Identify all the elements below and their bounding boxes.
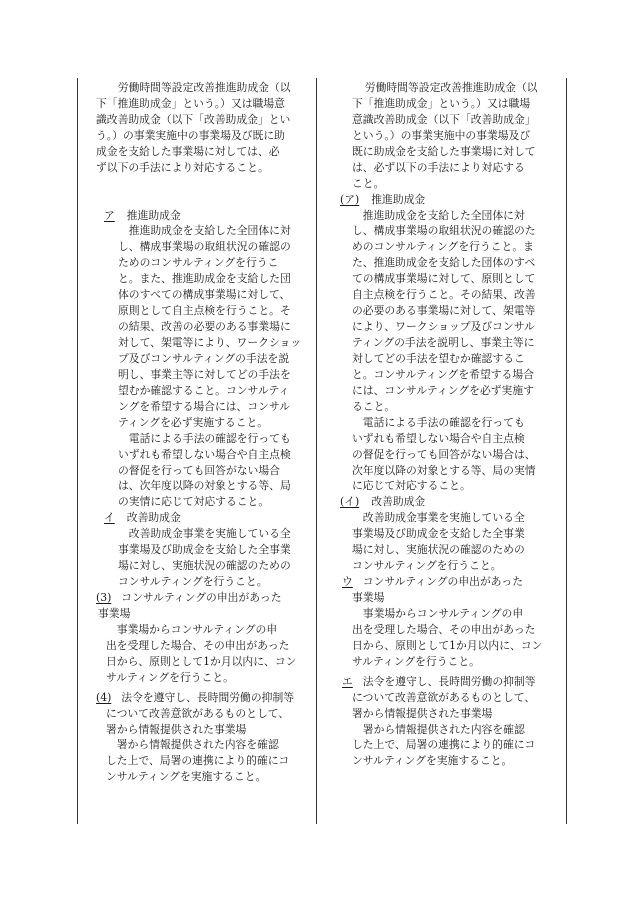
body-line: 原則として自主点検を行うこと。そ	[118, 304, 291, 318]
body-line: し、構成事業場の取組状況の確認の	[118, 240, 291, 254]
body-line: ティングの手法を説明し、事業主等に	[352, 336, 535, 349]
right-border-rule	[566, 78, 567, 824]
body-line: ること。	[352, 399, 396, 413]
body-line: 体のすべての構成事業場に対して、	[118, 288, 291, 302]
section-body	[118, 526, 306, 590]
section-marker: (イ)	[340, 495, 360, 509]
section-heading: 法令を遵守し、長時間労働の抑制等	[362, 674, 536, 688]
section-body	[106, 737, 306, 785]
section-body	[352, 722, 554, 770]
left-border-rule	[77, 78, 78, 824]
body-line: 事業場及び助成金を支給した全事業	[352, 527, 525, 541]
body-line: の督促を行っても回答がない場合は、	[352, 447, 536, 461]
right-section-u	[340, 574, 554, 670]
right-section-i	[340, 494, 554, 574]
body-line: の必要のある事業場に対して、架電等	[352, 304, 536, 318]
section-body	[352, 208, 554, 495]
body-line: 電話による手法の確認を行っても	[118, 431, 291, 445]
body-line: ングを希望する場合には、コンサル	[118, 399, 290, 413]
body-line: めのコンサルティングを行うこと。ま	[352, 240, 534, 254]
section-heading-cont: について改善意欲があるものとして、	[106, 706, 290, 720]
body-line: 署から情報提供された内容を確認	[106, 738, 279, 752]
body-line: の督促を行っても回答がない場合	[118, 463, 280, 477]
body-line: 出を受理した場合、その申出があった	[106, 638, 290, 652]
body-line: ンサルティングを実施すること。	[352, 754, 513, 768]
body-line: の実情に応じて対応すること。	[118, 495, 270, 509]
body-line: 署から情報提供された内容を確認	[352, 722, 525, 736]
body-line: いずれも希望しない場合や自主点検	[118, 447, 291, 461]
right-column	[340, 80, 554, 769]
section-marker: イ	[104, 511, 115, 525]
body-line: 事業場からコンサルティングの申	[352, 606, 524, 620]
intro-line: ず以下の手法により対応すること。	[96, 160, 269, 174]
section-heading: コンサルティングの申出があった	[362, 575, 524, 589]
right-section-e	[340, 674, 554, 770]
body-line: 電話による手法の確認を行っても	[352, 415, 525, 429]
section-body	[118, 223, 306, 510]
left-intro	[96, 80, 306, 176]
intro-line: 労働時間等設定改善推進助成金（以	[107, 81, 291, 94]
body-line: 推進助成金を支給した全団体に対	[352, 208, 525, 222]
section-marker: ウ	[342, 575, 353, 589]
center-divider-rule	[316, 78, 317, 824]
body-line: した上で、局署の連携により的確にコ	[352, 738, 536, 752]
intro-line: 既に助成金を支給した事業場に対して	[352, 144, 536, 158]
section-marker: ア	[104, 208, 115, 222]
body-line: 事業場からコンサルティングの申	[106, 622, 278, 636]
body-line: と。コンサルティングを希望する場合	[352, 367, 534, 381]
body-line: ての構成事業場に対して、原則として	[352, 272, 536, 286]
intro-line: う。）の事業実施中の事業場及び既に助	[96, 128, 285, 142]
intro-line: 意識改善助成金（以下「改善助成金」	[352, 112, 536, 126]
section-marker: (ア)	[340, 192, 360, 206]
intro-line: は、必ず以下の手法により対応する	[352, 160, 525, 174]
body-line: ティングを必ず実施すること。	[118, 415, 269, 429]
intro-line: 成金を支給した事業場に対しては、必	[96, 144, 280, 158]
body-line: 事業場及び助成金を支給した全事業	[118, 543, 291, 557]
intro-line: 識改善助成金（以下「改善助成金」とい	[96, 112, 291, 126]
body-line: 推進助成金を支給した全団体に対	[118, 224, 291, 238]
body-line: た、推進助成金を支給した団体のすべ	[352, 256, 536, 270]
body-line: ンサルティングを実施すること。	[106, 770, 267, 784]
body-line: 望むか確認すること。コンサルティ	[118, 383, 290, 397]
body-line: 場に対し、実施状況の確認のための	[352, 543, 525, 557]
left-section-i	[96, 510, 306, 590]
body-line: により、ワークショップ及びコンサル	[352, 320, 535, 334]
intro-line: 下「推進助成金」という。）又は職場	[352, 96, 531, 110]
section-body	[106, 622, 306, 686]
section-heading-cont: 署から情報提供された事業場	[352, 706, 493, 720]
intro-line: 下「推進助成金」という。）又は職場意	[96, 96, 285, 110]
body-line: には、コンサルティングを必ず実施す	[352, 383, 534, 397]
left-column	[96, 80, 306, 785]
body-line: コンサルティングを行うこと。	[118, 575, 268, 589]
body-line: 自主点検を行うこと。その結果、改善	[352, 288, 536, 302]
section-heading: 推進助成金	[126, 208, 181, 222]
body-line: と。また、推進助成金を支給した団	[118, 272, 291, 286]
section-heading-cont: 事業場	[98, 606, 131, 620]
right-section-a	[340, 192, 554, 495]
section-marker: (4)	[96, 690, 112, 704]
section-body	[352, 510, 554, 574]
section-heading: 法令を遵守し、長時間労働の抑制等	[121, 690, 295, 704]
body-line: サルティングを行うこと。	[352, 654, 480, 668]
left-section-4	[96, 690, 306, 786]
section-heading: 推進助成金	[371, 192, 426, 206]
intro-line: 労働時間等設定改善推進助成金（以	[354, 81, 538, 94]
section-marker: エ	[342, 674, 353, 688]
section-body	[352, 606, 554, 670]
right-intro	[340, 80, 554, 192]
body-line: した上で、局署の連携により的確にコ	[106, 754, 290, 768]
left-section-a	[96, 208, 306, 511]
body-line: サルティングを行うこと。	[106, 670, 234, 684]
body-line: 改善助成金事業を実施している全	[118, 527, 291, 541]
body-line: 出を受理した場合、その申出があった	[352, 622, 536, 636]
body-line: 日から、原則として1か月以内に、コン	[352, 638, 543, 652]
section-marker: (3)	[96, 591, 112, 604]
body-line: 対してどの手法を望むか確認するこ	[352, 351, 525, 365]
body-line: 場に対し、実施状況の確認のための	[118, 559, 291, 573]
section-heading-cont: 事業場	[352, 591, 385, 604]
body-line: プ及びコンサルティングの手法を説	[118, 351, 290, 365]
body-line: に応じて対応すること。	[352, 479, 471, 493]
body-line: コンサルティングを行うこと。	[352, 559, 502, 573]
section-heading: 改善助成金	[371, 495, 426, 509]
body-line: 改善助成金事業を実施している全	[352, 511, 525, 525]
body-line: いずれも希望しない場合や自主点検	[352, 431, 525, 445]
left-section-3	[96, 590, 306, 686]
body-line: 日から、原則として1か月以内に、コン	[106, 654, 297, 668]
body-line: ためのコンサルティングを行うこ	[118, 256, 279, 270]
body-line: 明し、事業主等に対してどの手法を	[118, 367, 291, 381]
body-line: の結果、改善の必要のある事業場に	[118, 320, 291, 334]
body-line: は、次年度以降の対象とする等、局	[118, 479, 291, 493]
intro-line: という。）の事業実施中の事業場及び	[352, 128, 531, 142]
body-line: 次年度以降の対象とする等、局の実情	[352, 463, 536, 477]
body-line: し、構成事業場の取組状況の確認のた	[352, 224, 536, 238]
section-heading-cont: 署から情報提供された事業場	[106, 722, 247, 736]
section-heading-cont: について改善意欲があるものとして、	[352, 690, 536, 704]
body-line: 対して、架電等により、ワークショッ	[118, 336, 302, 349]
section-heading: 改善助成金	[126, 511, 181, 525]
intro-line: こと。	[352, 176, 385, 190]
section-heading: コンサルティングの申出があった	[121, 591, 282, 604]
